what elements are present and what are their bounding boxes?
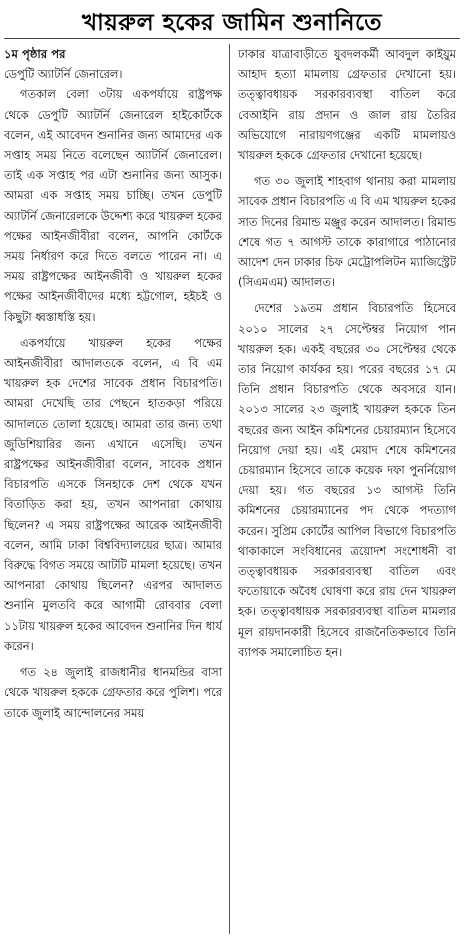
headline: খায়রুল হকের জামিন শুনানিতে	[81, 10, 383, 36]
paragraph: গত ২৪ জুলাই রাজধানীর ধানমন্ডির বাসা থেকে খায়রুল হককে গ্রেফতার করে পুলিশ। পরে তাকে জুলাই আন্দোলনের সময়	[4, 665, 222, 720]
column-divider	[229, 44, 230, 934]
right-column	[238, 44, 456, 934]
continued-from-label: ১ম পৃষ্ঠার পর	[4, 47, 66, 61]
paragraph: গতকাল বেলা ৩টায় একপর্যায়ে রাষ্ট্রপক্ষ থেকে ডেপুটি অ্যাটর্নি জেনারেল হাইকোর্টকে বলেন, এই আবেদন শুনানির জন্য আমাদের এক সপ্তাহ সময় নিতে বলেছেন অ্যাটর্নি জেনারেল। তাই এক সপ্তাহ পর এটা শুনানির জন্য আসুক। আমরা এক সপ্তাহ সময় চাচ্ছি। তখন ডেপুটি অ্যাটর্নি জেনারেলকে উদ্দেশ্য করে খায়রুল হকের পক্ষের আইনজীবীরা বলেন, আপনি কোর্টকে সময় নির্ধারণ করে দিতে বলতে পারেন না। এ সময় রাষ্ট্রপক্ষের আইনজীবী ও খায়রুল হকের পক্ষের আইনজীবীদের মধ্যে হট্টগোল, হইচই ও কিছুটা ধ্বস্তাধস্তি হয়।	[4, 87, 222, 324]
headline-rule	[4, 38, 460, 39]
paragraph: ঢাকার যাত্রাবাড়ীতে যুবদলকর্মী আবদুল কাইয়ুম আহাদ হত্যা মামলায় গ্রেফতার দেখানো হয়। তত্ত্বাবধায়ক সরকারব্যবস্থা বাতিল করে বেআইনি রায় প্রদান ও জাল রায় তৈরির অভিযোগে নারায়ণগঞ্জের একটি মামলায়ও খায়রুল হককে গ্রেফতার দেখানো হয়েছে।	[238, 47, 456, 163]
paragraph: ডেপুটি অ্যাটর্নি জেনারেল।	[4, 67, 123, 82]
paragraph: একপর্যায়ে খায়রুল হকের পক্ষের আইনজীবীরা আদালতকে বলেন, এ বি এম খায়রুল হক দেশের সাবেক প্রধান বিচারপতি। আমরা দেখেছি তার পেছনে হাতকড়া পরিয়ে আদালতে তোলা হয়েছে। আমরা তার জন্য তথা জুডিশিয়ারির জন্য এখানে এসেছি। তখন রাষ্ট্রপক্ষের আইনজীবীরা বলেন, সাবেক প্রধান বিচারপতি এসকে সিনহাকে দেশ থেকে যখন বিতাড়িত করা হয়, তখন আপনারা কোথায় ছিলেন? এ সময় রাষ্ট্রপক্ষের আরেক আইনজীবী বলেন, আমি ঢাকা বিশ্ববিদ্যালয়ের ছাত্র। আমার বিরুদ্ধে বিগত সময়ে আটটি মামলা হয়েছে। তখন আপনারা কোথায় ছিলেন? এরপর আদালত শুনানি মুলতবি করে আগামী রোববার বেলা ১১টায় খায়রুল হকের আবেদন শুনানির দিন ধার্য করেন।	[4, 335, 222, 653]
paragraph: গত ৩০ জুলাই শাহবাগ থানায় করা মামলায় সাবেক প্রধান বিচারপতি এ বি এম খায়রুল হকের সাত দিনের রিমান্ড মঞ্জুর করেন আদালত। রিমান্ড শেষে গত ৭ আগস্ট তাকে কারাগারে পাঠানোর আদেশ দেন ঢাকার চিফ মেট্রোপলিটন ম্যাজিস্ট্রেট (সিএমএম) আদালত।	[238, 174, 456, 290]
left-column	[4, 44, 222, 934]
paragraph: দেশের ১৯তম প্রধান বিচারপতি হিসেবে ২০১০ সালের ২৭ সেপ্টেম্বর নিয়োগ পান খায়রুল হক। একই বছরের ৩০ সেপ্টেম্বর থেকে তার নিয়োগ কার্যকর হয়। পরের বছরের ১৭ মে তিনি প্রধান বিচারপতি থেকে অবসরে যান। ২০১৩ সালের ২৩ জুলাই খায়রুল হককে তিন বছরের জন্য আইন কমিশনের চেয়ারম্যান হিসেবে নিয়োগ দেয়া হয়। এই মেয়াদ শেষে কমিশনের চেয়ারম্যান হিসেবে তাকে কয়েক দফা পুনর্নিয়োগ দেয়া হয়। গত বছরের ১৩ আগস্ট তিনি কমিশনের চেয়ারম্যানের পদ থেকে পদত্যাগ করেন। সুপ্রিম কোর্টের আপিল বিভাগে বিচারপতি থাকাকালে সংবিধানের ত্রয়োদশ সংশোধনী বা তত্ত্বাবধায়ক সরকারব্যবস্থা বাতিল এবং ফতোয়াকে অবৈধ ঘোষণা করে রায় দেন খায়রুল হক। তত্ত্বাবধায়ক সরকারব্যবস্থা বাতিল মামলার মূল রায়দানকারী হিসেবে রাজনৈতিকভাবে তিনি ব্যাপক সমালোচিত হন।	[238, 301, 456, 659]
